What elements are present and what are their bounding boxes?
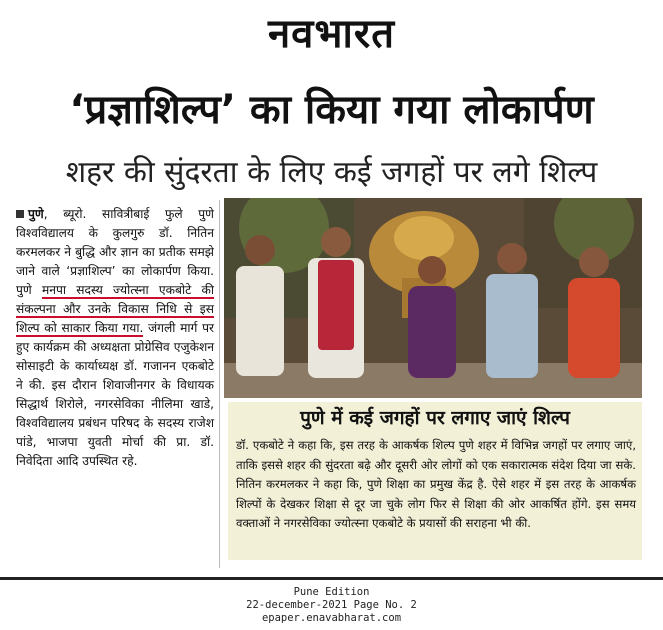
bullet-icon (16, 210, 24, 218)
sidebar-box-title: पुणे में कई जगहों पर लगाए जाएं शिल्प (300, 407, 570, 429)
article-body-part1: सावित्रीबाई फुले पुणे विश्वविद्यालय के कुलगुरु डॉ. नितिन करमलकर ने बुद्धि और ज्ञान का प्रतीक समझे जाने वाले ‘प्रज्ञाशिल्प’ का लोकार्पण किया. पुणे (16, 207, 214, 297)
footer-edition: Pune Edition (293, 586, 370, 598)
column-divider (219, 200, 220, 568)
footer-site: epaper.enavabharat.com (261, 612, 402, 624)
sidebar-box-body: डॉ. एकबोटे ने कहा कि, इस तरह के आकर्षक शिल्प पुणे शहर में विभिन्न जगहों पर लगाए जाएं, ताकि इससे शहर की सुंदरता बढ़े और दूसरी ओर लोगों को एक सकारात्मक संदेश दिया जा सके. नितिन करमलकर ने कहा कि, पुणे शिक्षा का प्रमुख केंद्र है. ऐसे शहर में इस तरह के आकर्षक शिल्पों के देखकर शिक्षा से दूर जा चुके लोग फिर से शिक्षा की ओर आकर्षित होंगे. इस समय वक्ताओं ने नगरसेविका ज्योत्स्ना एकबोटे के प्रयासों की सराहना भी की. (236, 438, 636, 530)
article-body (16, 205, 214, 471)
news-photo-illustration (224, 198, 642, 398)
article-body-part2: जंगली मार्ग पर हुए कार्यक्रम की अध्यक्षता प्रोग्रेसिव एजुकेशन सोसाइटी के कार्याध्यक्ष डॉ. गजानन एकबोटे ने की. इस दौरान शिवाजीनगर के विधायक सिद्धार्थ शिरोले, नगरसेविका नीलिमा खाडे, विश्वविद्यालय प्रबंधन परिषद के सदस्य राजेश पांडे, भाजपा युवती मोर्चा की प्रा. डॉ. निवेदिता आदि उपस्थित रहे. (16, 321, 214, 468)
footer (0, 586, 663, 625)
article-headline: ‘प्रज्ञाशिल्प’ का किया गया लोकार्पण (69, 87, 594, 133)
article-byline: , ब्यूरो. (43, 207, 87, 221)
news-photo (224, 198, 642, 398)
footer-divider (0, 577, 663, 580)
sidebar-box (228, 402, 642, 560)
newspaper-masthead: नवभारत (267, 11, 396, 57)
article-subheadline: शहर की सुंदरता के लिए कई जगहों पर लगे शिल्प (65, 155, 598, 190)
article-body-highlight: मनपा सदस्य ज्योत्स्ना एकबोटे की संकल्पना और उनके विकास निधि से इस शिल्प को साकार किया गया. (16, 283, 214, 335)
footer-date-page: 22-december-2021 Page No. 2 (246, 599, 417, 611)
article-dateline: पुणे (28, 207, 44, 221)
